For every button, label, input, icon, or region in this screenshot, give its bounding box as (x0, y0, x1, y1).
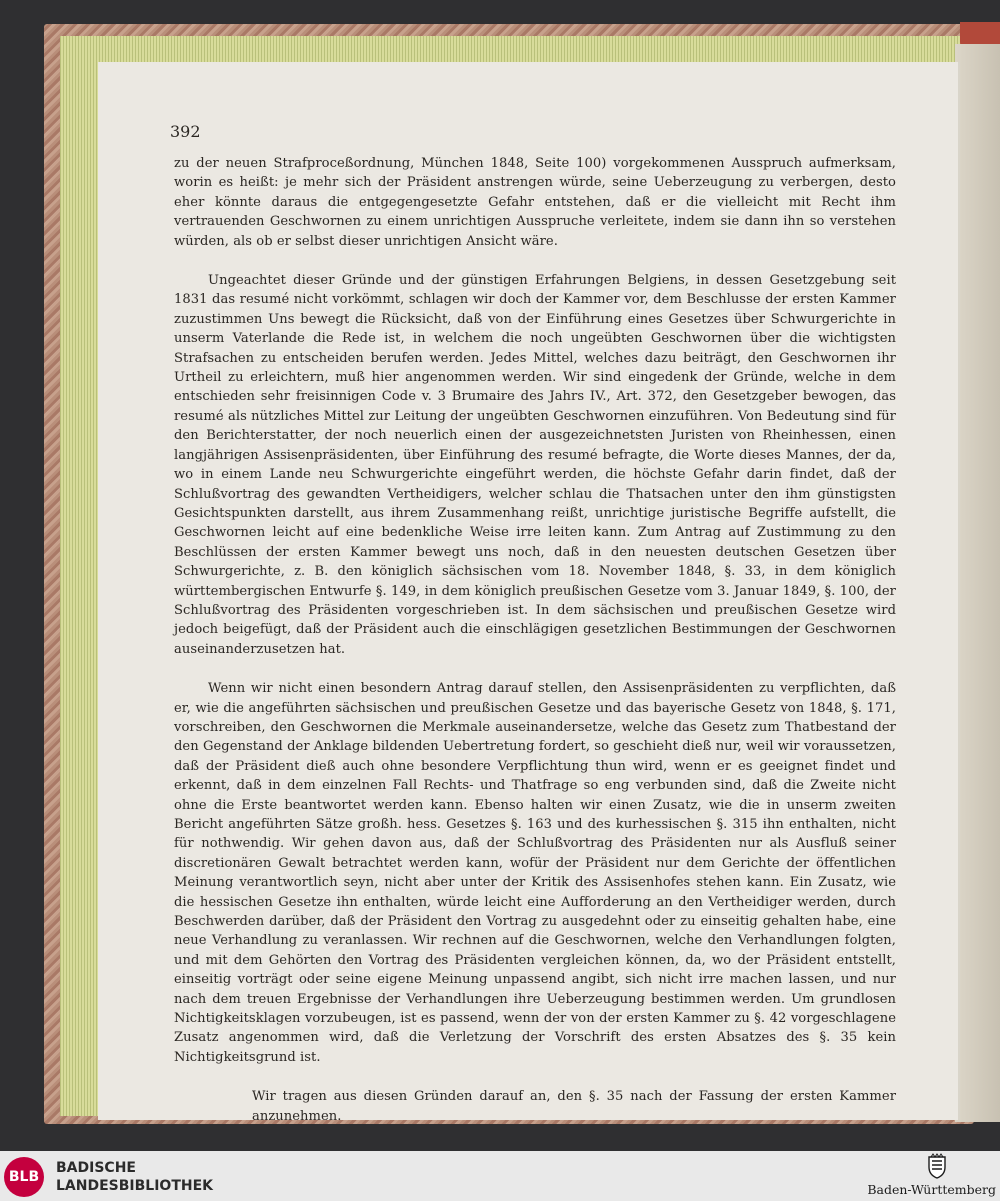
page-text (174, 154, 896, 1146)
library-name-line2: LANDESBIBLIOTHEK (56, 1178, 214, 1194)
paragraph-3: Wenn wir nicht einen besondern Antrag darauf stellen, den Assisenpräsidenten zu verpflichten, daß er, wie die angeführten sächsischen und preußischen Gesetze und das bayerische Gesetz von 1848, §. 171, vorschreiben, den Geschwornen die Merkmale auseinandersetze, welche das Gesetz zum Thatbestand der den Gegenstand der Anklage bildenden Uebertretung fordert, so geschieht dieß nur, weil wir voraussetzen, daß der Präsident dieß auch ohne besondere Verpflichtung thun wird, wenn er es geeignet findet und erkennt, daß in dem einzelnen Fall Rechts- und Thatfrage so eng verbunden sind, daß die Zweite nicht ohne die Erste beantwortet werden kann. Ebenso halten wir einen Zusatz, wie die in unserm zweiten Bericht angeführten Sätze großh. hess. Gesetzes §. 163 und des kurhessischen §. 315 ihn enthalten, nicht für nothwendig. Wir gehen davon aus, daß der Schlußvortrag des Präsidenten nur als Ausfluß seiner discretionären Gewalt betrachtet werden kann, wofür der Präsident nur dem Gerichte der öffentlichen Meinung verantwortlich seyn, nicht aber unter der Kritik des Assisenhofes stehen kann. Ein Zusatz, wie die hessischen Gesetze ihn enthalten, würde leicht eine Aufforderung an den Vertheidiger werden, durch Beschwerden darüber, daß der Präsident den Vortrag zu ausgedehnt oder zu einseitig gehalten habe, eine neue Verhandlung zu veranlassen. Wir rechnen auf die Geschwornen, welche den Verhandlungen folgten, und mit dem Gehörten den Vortrag des Präsidenten vergleichen können, da, wo der Präsident entstellt, einseitig vorträgt oder seine eigene Meinung unpassend angibt, sich nicht irre machen lassen, und nur nach dem treuen Ergebnisse der Verhandlungen ihre Ueberzeugung bestimmen werden. Um grundlosen Nichtigkeitsklagen vorzubeugen, ist es passend, wenn der von der ersten Kammer zu §. 42 vorgeschlagene Zusatz angenommen wird, daß die Verletzung der Vorschrift des ersten Absatzes des §. 35 kein Nichtigkeitsgrund ist. (174, 681, 896, 1065)
library-footer (0, 1151, 1000, 1201)
book-page (98, 62, 960, 1124)
library-name-line1: BADISCHE (56, 1160, 136, 1176)
blb-logo[interactable]: BLB (4, 1157, 44, 1197)
coat-of-arms-icon (926, 1153, 948, 1179)
library-name[interactable] (56, 1159, 213, 1195)
paragraph-4: Wir tragen aus diesen Gründen darauf an, den §. 35 nach der Fassung der ersten Kammer anzunehmen. (252, 1089, 896, 1124)
paragraph-1: zu der neuen Strafproceßordnung, München 1848, Seite 100) vorgekommenen Ausspruch aufmerksam, worin es heißt: je mehr sich der Präsident anstrengen würde, seine Ueberzeugung zu verbergen, desto eher könnte daraus die entgegengesetzte Gefahr entstehen, daß er die vielleicht mit Recht ihm vertrauenden Geschwornen zu einem unrichtigen Ausspruche verleitete, indem sie dann ihn so verstehen würden, als ob er selbst dieser unrichtigen Ansicht wäre. (174, 156, 896, 249)
page-number: 392 (170, 122, 201, 141)
facing-page-edge (955, 44, 1000, 1122)
state-name: Baden-Württemberg (867, 1182, 996, 1197)
paragraph-2: Ungeachtet dieser Gründe und der günstigen Erfahrungen Belgiens, in dessen Gesetzgebung seit 1831 das resumé nicht vorkömmt, schlagen wir doch der Kammer vor, dem Beschlusse der ersten Kammer zuzustimmen Uns bewegt die Rücksicht, daß von der Einführung eines Gesetzes über Schwurgerichte in unserm Vaterlande die Rede ist, in welchem die noch ungeübten Geschwornen über die wichtigsten Strafsachen zu entscheiden berufen werden. Jedes Mittel, welches dazu beiträgt, den Geschwornen ihr Urtheil zu erleichtern, muß hier angenommen werden. Wir sind eingedenk der Gründe, welche in dem entschieden sehr freisinnigen Code v. 3 Brumaire des Jahrs IV., Art. 372, den Gesetzgeber bewogen, das resumé als nützliches Mittel zur Leitung der ungeübten Geschwornen einzuführen. Von Bedeutung sind für den Berichterstatter, der noch neuerlich einen der ausgezeichnetsten Juristen von Rheinhessen, einen langjährigen Assisenpräsidenten, über Einführung des resumé befragte, die Worte dieses Mannes, der da, wo in einem Lande neu Schwurgerichte eingeführt werden, die höchste Gefahr darin findet, daß der Schlußvortrag des gewandten Vertheidigers, welcher schlau die Thatsachen unter den ihm günstigsten Gesichtspunkten darstellt, aus ihrem Zusammenhang reißt, unrichtige juristische Begriffe aufstellt, die Geschwornen leicht auf eine bedenkliche Weise irre leiten kann. Zum Antrag auf Zustimmung zu den Beschlüssen der ersten Kammer bewegt uns noch, daß in den neuesten deutschen Gesetzen über Schwurgerichte, z. B. den königlich sächsischen vom 18. November 1848, §. 33, in dem königlich württembergischen Entwurfe §. 149, in dem königlich preußischen Gesetze vom 3. Januar 1849, §. 100, der Schlußvortrag des Präsidenten vorgeschrieben ist. In dem sächsischen und preußischen Gesetze wird jedoch beigefügt, daß der Präsident auch die einschlägigen gesetzlichen Bestimmungen der Geschwornen auseinanderzusetzen hat. (174, 273, 896, 657)
